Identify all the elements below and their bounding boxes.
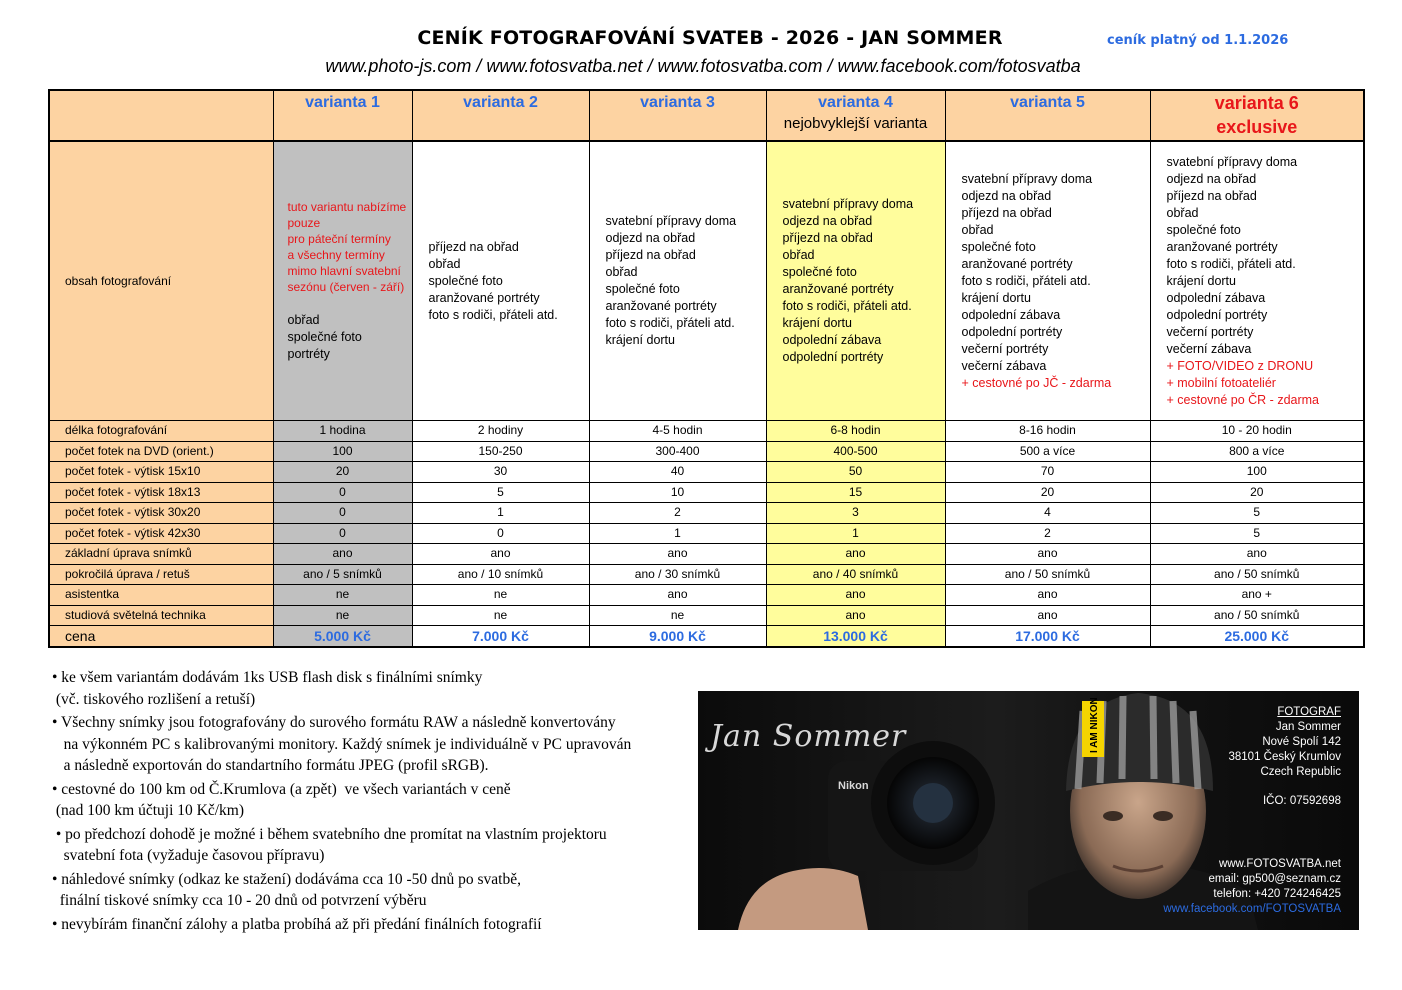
address-block <box>1229 705 1342 809</box>
list-item: odpolední portréty <box>782 350 884 364</box>
list-item: obřad <box>782 248 815 262</box>
list-item: + mobilní fotoateliér <box>1166 375 1276 390</box>
content-cell-v2 <box>412 141 589 421</box>
note-line: • ke všem variantám dodávám 1ks USB flash disk s finálními snímky <box>52 669 483 686</box>
notes-list <box>52 667 692 937</box>
table-row <box>49 585 1364 606</box>
list-item: krájení dortu <box>782 316 852 330</box>
row-label: počet fotek - výtisk 30x20 <box>49 503 273 524</box>
table-cell: 2 <box>945 523 1150 544</box>
note-line: • náhledové snímky (odkaz ke stažení) dodáváma cca 10 -50 dnů po svatbě, <box>52 870 521 888</box>
variant-name: varianta 2 <box>463 94 538 111</box>
photographer-banner <box>698 691 1359 930</box>
variant-header-row <box>49 90 1364 141</box>
email[interactable]: email: gp500@seznam.cz <box>1208 873 1341 885</box>
v3-items <box>590 213 766 349</box>
content-cell-v1 <box>273 141 412 421</box>
list-item: společné foto <box>1166 222 1241 237</box>
table-cell: 1 <box>766 523 945 544</box>
list-item: společné foto <box>605 282 680 296</box>
table-cell: ano / 30 snímků <box>589 564 766 585</box>
table-cell: 400-500 <box>766 441 945 462</box>
list-item: aranžované portréty <box>1166 239 1278 254</box>
variant-subtitle: exclusive <box>1216 117 1298 137</box>
table-cell: ano / 10 snímků <box>412 564 589 585</box>
table-cell: 2 hodiny <box>412 421 589 442</box>
table-cell: ne <box>412 605 589 626</box>
list-item: pouze <box>287 216 321 230</box>
table-cell: ano / 40 snímků <box>766 564 945 585</box>
list-item: příjezd na obřad <box>605 248 696 262</box>
table-cell: 8-16 hodin <box>945 421 1150 442</box>
note-item <box>52 914 692 936</box>
list-item: foto s rodiči, přáteli atd. <box>605 316 735 330</box>
note-line: • cestovné do 100 km od Č.Krumlova (a zpět) ve všech variantách v ceně <box>52 780 511 798</box>
v5-extras <box>962 375 1150 392</box>
table-cell: ne <box>589 605 766 626</box>
note-item <box>52 824 692 867</box>
list-item: společné foto <box>961 239 1036 254</box>
table-cell: ano <box>945 544 1150 565</box>
list-item: večerní zábava <box>1166 341 1252 356</box>
row-label: délka fotografování <box>49 421 273 442</box>
list-item: 38101 Český Krumlov <box>1228 751 1341 763</box>
price-value: 9.000 Kč <box>589 626 766 648</box>
header-corner <box>49 90 273 141</box>
list-item: odpolední portréty <box>1166 307 1268 322</box>
list-item: obřad <box>605 265 638 279</box>
list-item: odpolední zábava <box>782 333 882 347</box>
data-rows <box>49 421 1364 626</box>
list-item: sezónu (červen - září) <box>287 280 405 294</box>
list-item: tuto variantu nabízíme <box>287 200 407 214</box>
table-cell: 300-400 <box>589 441 766 462</box>
v1-note <box>288 199 412 295</box>
content-cell-v4 <box>766 141 945 421</box>
table-row <box>49 441 1364 462</box>
v1-items <box>288 312 412 363</box>
list-item: krájení dortu <box>1166 273 1236 288</box>
note-item <box>52 712 692 777</box>
table-cell: 15 <box>766 482 945 503</box>
table-cell: 0 <box>273 523 412 544</box>
note-line: na výkonném PC s kalibrovanými monitory. Každý snímek je individuálně v PC upravován <box>52 735 632 753</box>
table-cell: 100 <box>1150 462 1364 483</box>
table-cell: 50 <box>766 462 945 483</box>
list-item: foto s rodiči, přáteli atd. <box>961 273 1091 288</box>
note-item <box>52 779 692 822</box>
row-label: asistentka <box>49 585 273 606</box>
table-cell: 500 a více <box>945 441 1150 462</box>
table-cell: ano <box>1150 544 1364 565</box>
list-item: obřad <box>287 313 320 327</box>
table-cell: ano / 50 snímků <box>1150 605 1364 626</box>
note-line: • po předchozí dohodě je možné i během svatebního dne promítat na vlastním projektoru <box>52 825 607 843</box>
content-label: obsah fotografování <box>49 141 273 421</box>
table-cell: 20 <box>945 482 1150 503</box>
table-cell: ne <box>412 585 589 606</box>
v4-items <box>767 196 945 366</box>
variant-name: varianta 4 <box>818 94 893 111</box>
variant-header <box>945 90 1150 141</box>
table-row <box>49 421 1364 442</box>
table-cell: 10 <box>589 482 766 503</box>
list-item: pro páteční termíny <box>287 232 391 246</box>
content-row <box>49 141 1364 421</box>
price-value: 5.000 Kč <box>273 626 412 648</box>
list-item: svatební přípravy doma <box>605 214 737 228</box>
list-item: příjezd na obřad <box>782 231 873 245</box>
table-cell: 150-250 <box>412 441 589 462</box>
table-cell: 800 a více <box>1150 441 1364 462</box>
list-item: aranžované portréty <box>428 290 540 305</box>
list-item: aranžované portréty <box>961 256 1073 271</box>
note-line: (vč. tiskového rozlišení a retuší) <box>52 690 256 708</box>
table-cell: ne <box>273 585 412 606</box>
table-cell: 1 <box>589 523 766 544</box>
table-cell: 5 <box>1150 503 1364 524</box>
content-cell-v3 <box>589 141 766 421</box>
list-item: + cestovné po ČR - zdarma <box>1166 392 1319 407</box>
list-item: příjezd na obřad <box>961 205 1052 220</box>
signature: Jan Sommer <box>710 719 907 754</box>
variant-header <box>273 90 412 141</box>
table-cell: 100 <box>273 441 412 462</box>
list-item: Czech Republic <box>1260 766 1341 778</box>
note-line: (nad 100 km účtuji 10 Kč/km) <box>52 802 244 819</box>
table-row <box>49 503 1364 524</box>
table-cell: ano <box>766 544 945 565</box>
list-item: obřad <box>428 256 461 271</box>
row-label: počet fotek - výtisk 18x13 <box>49 482 273 503</box>
note-line: svatební fota (vyžaduje časovou přípravu) <box>52 847 325 864</box>
list-item: foto s rodiči, přáteli atd. <box>782 299 912 313</box>
price-value: 17.000 Kč <box>945 626 1150 648</box>
table-cell: ano <box>766 585 945 606</box>
table-cell: 0 <box>273 503 412 524</box>
table-cell: ne <box>273 605 412 626</box>
table-cell: 4 <box>945 503 1150 524</box>
valid-from: ceník platný od 1.1.2026 <box>1107 33 1289 48</box>
price-table <box>48 89 1365 648</box>
list-item: odpolední zábava <box>1166 290 1266 305</box>
table-cell: 0 <box>412 523 589 544</box>
variant-name: varianta 3 <box>640 94 715 111</box>
row-label: studiová světelná technika <box>49 605 273 626</box>
list-item: + cestovné po JČ - zdarma <box>961 375 1112 390</box>
list-item: večerní portréty <box>961 341 1049 356</box>
table-row <box>49 605 1364 626</box>
variant-header <box>412 90 589 141</box>
list-item: aranžované portréty <box>782 282 894 296</box>
row-label: počet fotek - výtisk 42x30 <box>49 523 273 544</box>
table-cell: 40 <box>589 462 766 483</box>
row-label: počet fotek na DVD (orient.) <box>49 441 273 462</box>
table-cell: 20 <box>1150 482 1364 503</box>
content-cell-v5 <box>945 141 1150 421</box>
list-item: Jan Sommer <box>1275 721 1341 733</box>
contact-block <box>1163 857 1341 917</box>
table-cell: 0 <box>273 482 412 503</box>
row-label: pokročilá úprava / retuš <box>49 564 273 585</box>
page-title: CENÍK FOTOGRAFOVÁNÍ SVATEB - 2026 - JAN SOMMER <box>417 27 1003 49</box>
table-cell: 2 <box>589 503 766 524</box>
list-item: a všechny termíny <box>287 248 385 262</box>
table-cell: ano <box>766 605 945 626</box>
table-cell: 10 - 20 hodin <box>1150 421 1364 442</box>
list-item: obřad <box>1166 205 1199 220</box>
table-row <box>49 482 1364 503</box>
list-item: svatební přípravy doma <box>961 171 1093 186</box>
price-row <box>49 626 1364 648</box>
phone: telefon: +420 724246425 <box>1213 888 1341 900</box>
list-item: odjezd na obřad <box>605 231 696 245</box>
table-cell: 20 <box>273 462 412 483</box>
table-cell: 5 <box>1150 523 1364 544</box>
camera-brand: Nikon <box>838 780 869 792</box>
note-item <box>52 869 692 912</box>
list-item: společné foto <box>287 330 362 344</box>
table-cell: 3 <box>766 503 945 524</box>
list-item: odjezd na obřad <box>1166 171 1257 186</box>
list-item: příjezd na obřad <box>1166 188 1257 203</box>
table-row <box>49 462 1364 483</box>
list-item: krájení dortu <box>605 333 675 347</box>
hat-text: I AM NIKON <box>1089 697 1100 753</box>
list-item: portréty <box>287 347 330 361</box>
list-item: foto s rodiči, přáteli atd. <box>1166 256 1296 271</box>
content-cell-v6 <box>1150 141 1364 421</box>
facebook-link[interactable]: www.facebook.com/FOTOSVATBA <box>1163 903 1341 915</box>
v6-items <box>1167 154 1364 358</box>
table-cell: ano <box>945 605 1150 626</box>
variant-name: varianta 6 <box>1214 93 1299 113</box>
table-cell: ano <box>412 544 589 565</box>
table-cell: 70 <box>945 462 1150 483</box>
variant-name: varianta 5 <box>1010 94 1085 111</box>
hand <box>738 868 868 930</box>
v5-items <box>962 171 1150 375</box>
table-cell: ano <box>945 585 1150 606</box>
list-item: odjezd na obřad <box>961 188 1052 203</box>
table-cell: ano <box>589 544 766 565</box>
variant-header <box>589 90 766 141</box>
variant-header <box>766 90 945 141</box>
ico: IČO: 07592698 <box>1262 795 1341 807</box>
list-item: příjezd na obřad <box>428 239 519 254</box>
list-item: odpolední portréty <box>961 324 1063 339</box>
table-cell: ano / 5 snímků <box>273 564 412 585</box>
list-item: svatební přípravy doma <box>1166 154 1298 169</box>
list-item: svatební přípravy doma <box>782 197 914 211</box>
table-cell: ano <box>589 585 766 606</box>
table-cell: ano + <box>1150 585 1364 606</box>
note-line: a následně exportován do standartního formátu JPEG (profil sRGB). <box>52 757 489 774</box>
variant-subtitle: nejobvyklejší varianta <box>783 115 928 132</box>
list-item: krájení dortu <box>961 290 1031 305</box>
table-row <box>49 523 1364 544</box>
row-label: základní úprava snímků <box>49 544 273 565</box>
list-item: odjezd na obřad <box>782 214 873 228</box>
note-line: finální tiskové snímky cca 10 - 20 dnů od potvrzení výběru <box>52 892 427 909</box>
price-value: 13.000 Kč <box>766 626 945 648</box>
variant-header <box>1150 90 1364 141</box>
list-item: Nové Spolí 142 <box>1262 736 1341 748</box>
list-item: společné foto <box>428 273 503 288</box>
v2-items <box>413 239 589 324</box>
table-cell: 1 hodina <box>273 421 412 442</box>
table-cell: ano / 50 snímků <box>945 564 1150 585</box>
table-cell: 4-5 hodin <box>589 421 766 442</box>
price-value: 7.000 Kč <box>412 626 589 648</box>
list-item: obřad <box>961 222 994 237</box>
table-cell: 30 <box>412 462 589 483</box>
table-cell: ano / 50 snímků <box>1150 564 1364 585</box>
table-row <box>49 564 1364 585</box>
list-item: foto s rodiči, přáteli atd. <box>428 307 558 322</box>
note-item <box>52 667 692 710</box>
photographer-heading: FOTOGRAF <box>1277 706 1341 718</box>
note-line: • Všechny snímky jsou fotografovány do surového formátu RAW a následně konvertovány <box>52 714 616 731</box>
table-row <box>49 544 1364 565</box>
list-item: večerní zábava <box>961 358 1047 373</box>
list-item: odpolední zábava <box>961 307 1061 322</box>
price-label: cena <box>49 626 273 648</box>
list-item: večerní portréty <box>1166 324 1254 339</box>
list-item: mimo hlavní svatební <box>287 264 401 278</box>
price-value: 25.000 Kč <box>1150 626 1364 648</box>
list-item: aranžované portréty <box>605 299 717 313</box>
table-cell: ano <box>273 544 412 565</box>
address-lines <box>1229 720 1342 780</box>
website-urls: www.photo-js.com / www.fotosvatba.net / www.fotosvatba.com / www.facebook.com/fotosvatba <box>325 56 1081 76</box>
list-item: společné foto <box>782 265 857 279</box>
note-line: • nevybírám finanční zálohy a platba probíhá až při předání finálních fotografií <box>52 915 542 933</box>
row-label: počet fotek - výtisk 15x10 <box>49 462 273 483</box>
variant-name: varianta 1 <box>305 94 380 111</box>
table-cell: 6-8 hodin <box>766 421 945 442</box>
v6-extras <box>1167 358 1364 409</box>
web-link[interactable]: www.FOTOSVATBA.net <box>1218 858 1341 870</box>
table-cell: 1 <box>412 503 589 524</box>
table-cell: 5 <box>412 482 589 503</box>
list-item: + FOTO/VIDEO z DRONU <box>1166 358 1314 373</box>
